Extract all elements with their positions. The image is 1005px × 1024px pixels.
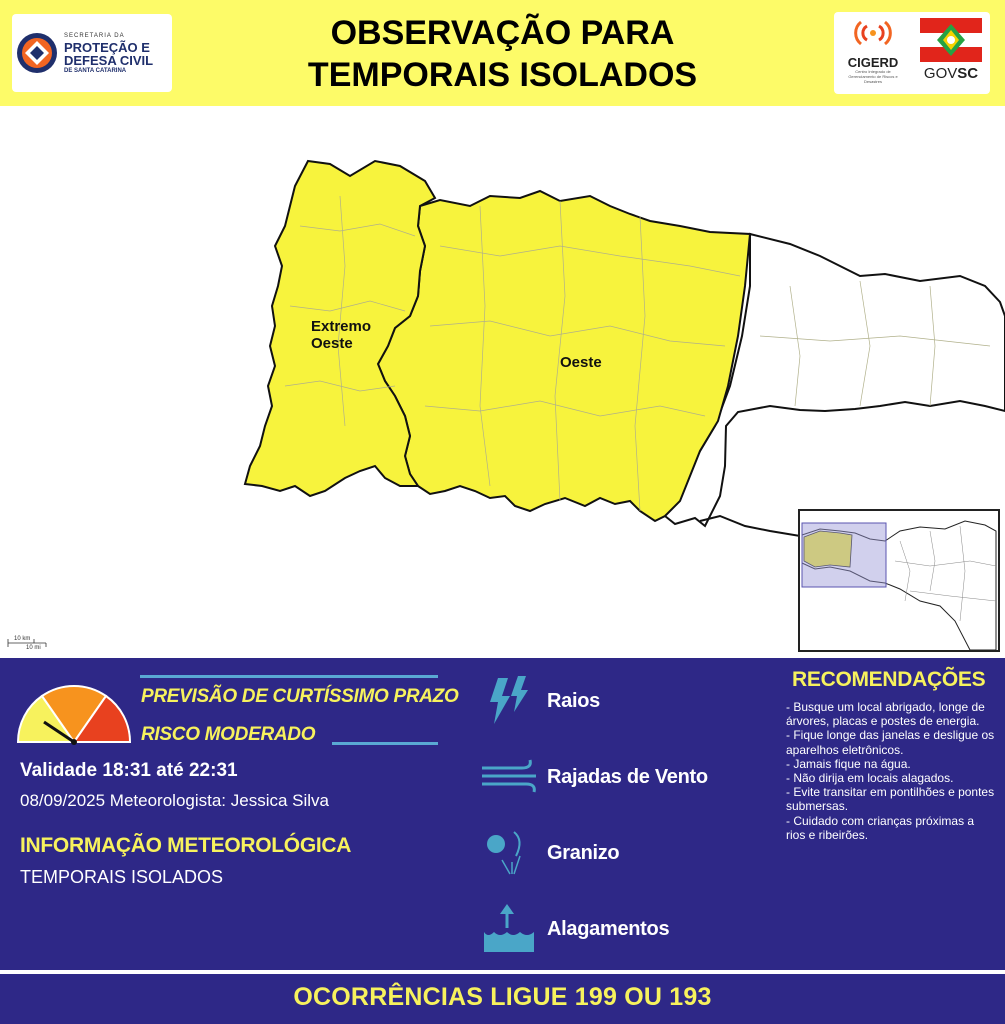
region-label-line: Oeste — [311, 335, 353, 352]
recommendations-title: RECOMENDAÇÕES — [792, 668, 986, 691]
region-label-oeste — [560, 354, 602, 371]
recommendation-item: - Busque um local abrigado, longe de árvores, placas e postes de energia. — [786, 700, 985, 729]
hazard-item — [480, 750, 780, 804]
recommendation-item: - Fique longe das janelas e desligue os aparelhos eletrônicos. — [786, 728, 995, 757]
locator-inset-map — [798, 509, 1000, 652]
info-text: TEMPORAIS ISOLADOS — [20, 867, 224, 887]
validity-text: Validade 18:31 até 22:31 — [20, 760, 238, 781]
hazard-item — [480, 826, 780, 880]
signal-icon — [853, 18, 893, 48]
hazard-label: Alagamentos — [547, 918, 670, 940]
govsc-prefix: GOV — [923, 65, 958, 82]
region-label-line: Oeste — [560, 354, 602, 371]
region-label-line: Extremo — [311, 318, 372, 335]
sc-flag-icon — [920, 18, 982, 62]
title-line-2: TEMPORAIS ISOLADOS — [307, 56, 698, 94]
header — [0, 0, 1005, 106]
recommendation-item: - Cuidado com crianças próximas a rios e ribeirões. — [786, 813, 975, 842]
alert-map — [0, 106, 1005, 658]
title-line-1: OBSERVAÇÃO PARA — [330, 14, 675, 52]
partner-logos — [834, 12, 990, 94]
risk-level: RISCO MODERADO — [141, 724, 316, 745]
cigerd-logo — [842, 18, 904, 84]
info-panel — [0, 658, 1005, 970]
defesa-civil-emblem-icon — [16, 32, 58, 74]
hazard-label: Raios — [547, 690, 600, 712]
wind-icon — [480, 750, 542, 804]
govsc-name — [918, 65, 984, 82]
flood-icon — [480, 902, 542, 956]
scale-mi: 10 mi — [26, 645, 41, 651]
divider-line — [140, 675, 438, 678]
cigerd-subtitle: Centro Integrado de Gerenciamento de Riscos e Desastres — [848, 69, 898, 84]
page-title — [210, 12, 795, 96]
hazard-label: Rajadas de Vento — [547, 766, 708, 788]
govsc-logo — [918, 18, 984, 82]
logo-sub-text: DE SANTA CATARINA — [64, 67, 127, 74]
hail-icon — [480, 826, 542, 880]
forecast-heading: PREVISÃO DE CURTÍSSIMO PRAZO — [141, 686, 459, 707]
emergency-numbers: OCORRÊNCIAS LIGUE 199 OU 193 — [293, 983, 712, 1011]
logo-main-text-1: PROTEÇÃO E — [64, 39, 150, 55]
divider-line — [332, 742, 438, 745]
region-label-extremo-oeste — [311, 318, 371, 352]
info-title: INFORMAÇÃO METEOROLÓGICA — [20, 834, 352, 857]
hazard-item — [480, 674, 780, 728]
hazard-label: Granizo — [547, 842, 620, 864]
hazard-item — [480, 902, 780, 956]
scale-km: 10 km — [14, 636, 31, 642]
cigerd-name: CIGERD — [847, 55, 899, 70]
recommendation-item: - Evite transitar em pontilhões e pontes submersas. — [786, 785, 995, 814]
lightning-icon — [480, 674, 542, 728]
date-meteorologist: 08/09/2025 Meteorologista: Jessica Silva — [20, 791, 330, 810]
logo-main-text-2: DEFESA CIVIL — [64, 52, 154, 68]
govsc-suffix: SC — [957, 65, 979, 82]
logo-small-text: SECRETARIA DA — [64, 32, 125, 39]
scale-bar — [6, 636, 52, 652]
recommendations-list — [786, 700, 996, 842]
footer-banner — [0, 974, 1005, 1024]
defesa-civil-logo — [12, 14, 172, 92]
recommendation-item: - Jamais fique na água. — [786, 756, 911, 771]
risk-gauge-icon — [14, 682, 134, 746]
recommendation-item: - Não dirija em locais alagados. — [786, 771, 954, 786]
inset-map-svg — [800, 511, 998, 650]
